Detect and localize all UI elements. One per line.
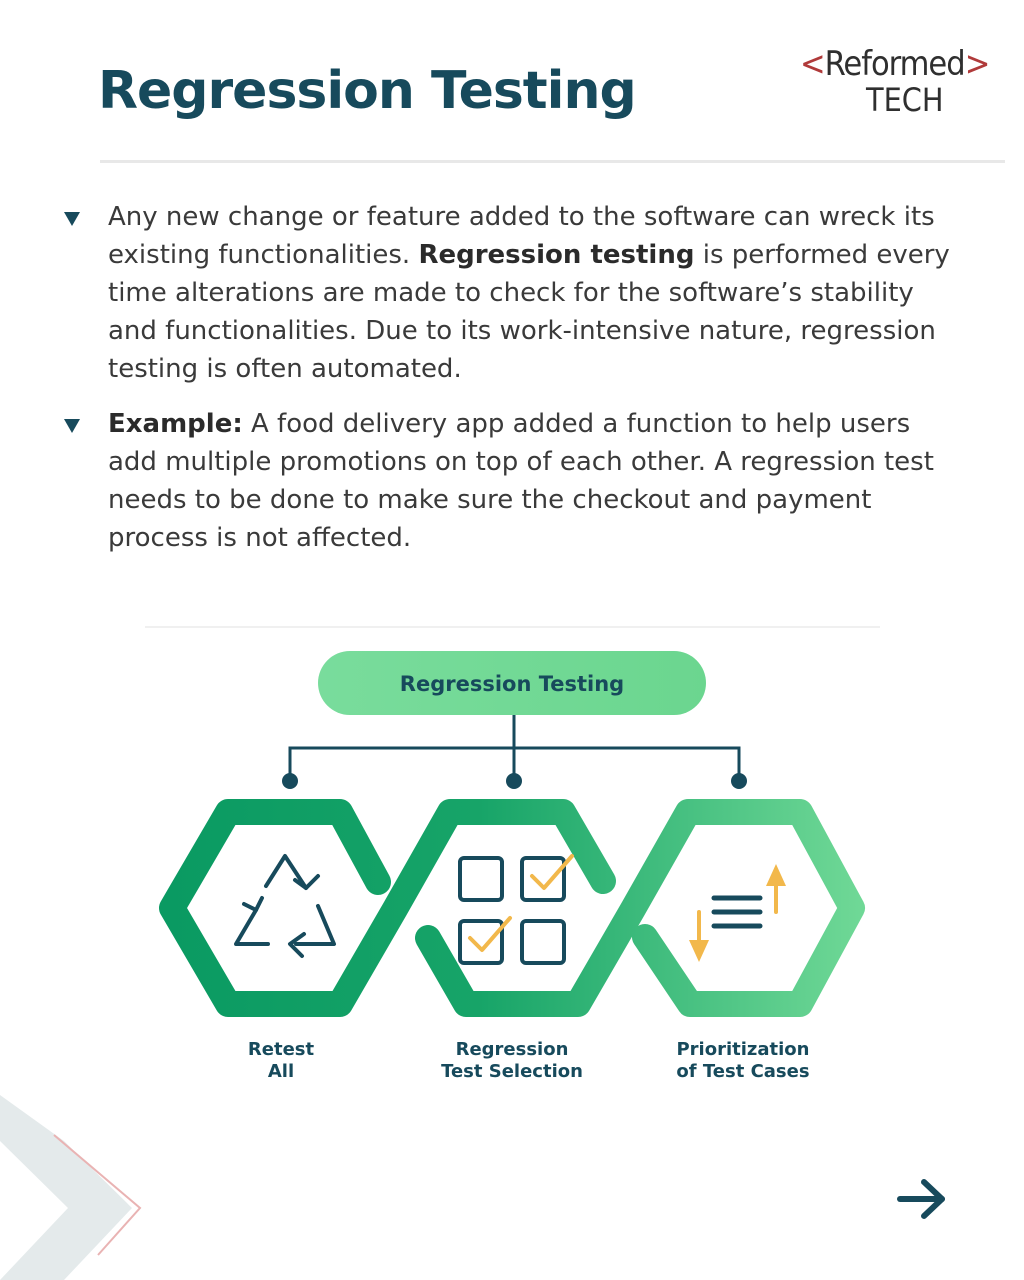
bullet-item-example (62, 405, 962, 557)
branch-label-line: Retest (247, 1039, 315, 1060)
hexagon-band-left (172, 812, 603, 1004)
branch-label-prioritization (633, 1039, 853, 1083)
sort-priority-icon (689, 864, 786, 962)
triangle-bullet-icon (64, 419, 80, 433)
page-title: Regression Testing (98, 61, 636, 121)
branch-label-test-selection (402, 1039, 622, 1083)
bullet-bold-text: Regression testing (418, 240, 695, 270)
connector-lines (290, 715, 739, 780)
logo-wordmark (800, 44, 990, 84)
recycle-icon (236, 856, 334, 956)
logo-bracket-open: < (800, 44, 825, 84)
checkbox-grid-icon (460, 856, 572, 963)
bullet-bold-text: Example: (108, 409, 243, 439)
corner-chevron-decoration (0, 1095, 150, 1280)
root-node-label: Regression Testing (399, 672, 625, 696)
diagram-graphic (140, 620, 880, 1100)
bullet-text: Any new change or feature added to the software can wreck its existing functionalities. (108, 202, 935, 270)
branch-label-retest-all (171, 1039, 391, 1083)
bullet-item-definition (62, 198, 962, 388)
connector-dot (282, 773, 298, 789)
connector-dot (506, 773, 522, 789)
triangle-bullet-icon (64, 212, 80, 226)
bullet-text: A food delivery app added a function to help users add multiple promotions on top of each other. A regression test needs to be done to make sure the checkout and payment process is not affected. (108, 409, 934, 553)
regression-testing-diagram (140, 620, 880, 1100)
brand-logo (800, 44, 990, 120)
branch-label-line: All (267, 1061, 295, 1082)
logo-bracket-close: > (964, 44, 990, 84)
bullet-list (62, 198, 962, 574)
logo-word: Reformed (824, 44, 965, 84)
arrow-right-icon[interactable] (894, 1176, 950, 1222)
bullet-text: is performed every time alterations are made to check for the software’s stability and functionalities. Due to its work-intensive nature, regression testing is often automated. (108, 240, 950, 384)
branch-label-line: Test Selection (441, 1061, 583, 1082)
connector-dot (731, 773, 747, 789)
branch-label-line: of Test Cases (676, 1061, 810, 1082)
logo-subword: TECH (866, 81, 944, 119)
header-divider (100, 160, 1005, 163)
hexagon-band-right (428, 812, 852, 1004)
branch-label-line: Regression (455, 1039, 569, 1060)
branch-label-line: Prioritization (676, 1039, 810, 1060)
